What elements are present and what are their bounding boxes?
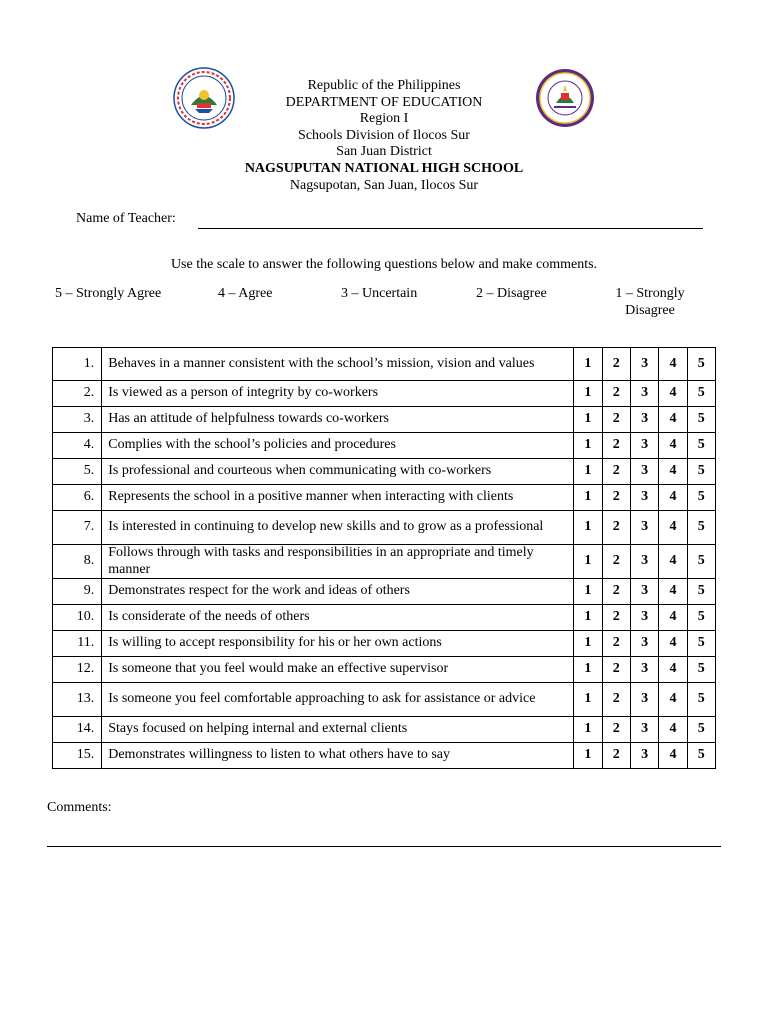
rating-option-4[interactable]: 4 [659, 605, 687, 631]
rating-option-3[interactable]: 3 [630, 459, 658, 485]
rating-option-4[interactable]: 4 [659, 433, 687, 459]
rating-option-1[interactable]: 1 [574, 407, 602, 433]
table-row [53, 511, 716, 545]
item-statement: Stays focused on helping internal and external clients [102, 717, 574, 743]
letterhead [0, 78, 768, 194]
item-number: 13. [53, 683, 102, 717]
rating-option-4[interactable]: 4 [659, 579, 687, 605]
table-row [53, 459, 716, 485]
rating-option-2[interactable]: 2 [602, 657, 630, 683]
rating-option-4[interactable]: 4 [659, 717, 687, 743]
rating-option-1[interactable]: 1 [574, 717, 602, 743]
rating-option-2[interactable]: 2 [602, 605, 630, 631]
rating-option-1[interactable]: 1 [574, 459, 602, 485]
rating-option-4[interactable]: 4 [659, 459, 687, 485]
rating-option-3[interactable]: 3 [630, 631, 658, 657]
rating-option-2[interactable]: 2 [602, 579, 630, 605]
item-number: 3. [53, 407, 102, 433]
rating-option-2[interactable]: 2 [602, 433, 630, 459]
scale-strongly-disagree: 1 – Strongly Disagree [615, 286, 685, 318]
rating-option-2[interactable]: 2 [602, 459, 630, 485]
item-number: 5. [53, 459, 102, 485]
teacher-name-field[interactable] [198, 228, 703, 229]
rating-option-5[interactable]: 5 [687, 348, 715, 381]
item-number: 12. [53, 657, 102, 683]
item-statement: Is professional and courteous when communicating with co-workers [102, 459, 574, 485]
item-statement: Has an attitude of helpfulness towards co-workers [102, 407, 574, 433]
school-address: Nagsupotan, San Juan, Ilocos Sur [289, 177, 479, 193]
item-statement: Represents the school in a positive manner when interacting with clients [102, 485, 574, 511]
rating-option-1[interactable]: 1 [574, 683, 602, 717]
rating-option-4[interactable]: 4 [659, 657, 687, 683]
rating-option-3[interactable]: 3 [630, 683, 658, 717]
rating-option-3[interactable]: 3 [630, 657, 658, 683]
rating-option-3[interactable]: 3 [630, 511, 658, 545]
rating-option-1[interactable]: 1 [574, 657, 602, 683]
table-row [53, 407, 716, 433]
item-statement: Demonstrates respect for the work and ideas of others [102, 579, 574, 605]
rating-option-1[interactable]: 1 [574, 485, 602, 511]
scale-agree: 4 – Agree [218, 286, 273, 301]
rating-option-3[interactable]: 3 [630, 407, 658, 433]
republic-line: Republic of the Philippines [307, 78, 461, 93]
rating-option-2[interactable]: 2 [602, 485, 630, 511]
teacher-name-label: Name of Teacher: [76, 211, 176, 226]
rating-option-2[interactable]: 2 [602, 717, 630, 743]
item-number: 2. [53, 381, 102, 407]
rating-option-4[interactable]: 4 [659, 407, 687, 433]
rating-option-5[interactable]: 5 [687, 605, 715, 631]
item-number: 10. [53, 605, 102, 631]
table-row [53, 348, 716, 381]
rating-option-1[interactable]: 1 [574, 511, 602, 545]
rating-option-1[interactable]: 1 [574, 579, 602, 605]
department-line: DEPARTMENT OF EDUCATION [285, 94, 483, 110]
rating-option-4[interactable]: 4 [659, 511, 687, 545]
comments-label: Comments: [47, 800, 112, 815]
item-number: 8. [53, 545, 102, 579]
rating-option-2[interactable]: 2 [602, 545, 630, 579]
item-number: 1. [53, 348, 102, 381]
rating-option-4[interactable]: 4 [659, 545, 687, 579]
rating-option-5[interactable]: 5 [687, 545, 715, 579]
rating-option-4[interactable]: 4 [659, 683, 687, 717]
rating-option-3[interactable]: 3 [630, 381, 658, 407]
scale-uncertain: 3 – Uncertain [341, 286, 418, 301]
item-statement: Complies with the school’s policies and procedures [102, 433, 574, 459]
rating-option-5[interactable]: 5 [687, 579, 715, 605]
rating-option-3[interactable]: 3 [630, 545, 658, 579]
rating-option-1[interactable]: 1 [574, 381, 602, 407]
rating-option-1[interactable]: 1 [574, 348, 602, 381]
rating-option-5[interactable]: 5 [687, 485, 715, 511]
rating-option-3[interactable]: 3 [630, 579, 658, 605]
item-number: 7. [53, 511, 102, 545]
table-row [53, 605, 716, 631]
item-statement: Is someone that you feel would make an effective supervisor [102, 657, 574, 683]
rating-option-2[interactable]: 2 [602, 348, 630, 381]
table-row [53, 545, 716, 579]
rating-option-4[interactable]: 4 [659, 743, 687, 769]
rating-option-5[interactable]: 5 [687, 717, 715, 743]
rating-option-1[interactable]: 1 [574, 605, 602, 631]
table-row [53, 657, 716, 683]
rating-option-2[interactable]: 2 [602, 407, 630, 433]
rating-option-3[interactable]: 3 [630, 348, 658, 381]
division-line: Schools Division of Ilocos Sur [298, 127, 470, 143]
table-row [53, 683, 716, 717]
table-row [53, 717, 716, 743]
item-statement: Is someone you feel comfortable approaching to ask for assistance or advice [102, 683, 574, 717]
rating-option-1[interactable]: 1 [574, 433, 602, 459]
rating-option-5[interactable]: 5 [687, 459, 715, 485]
rating-option-3[interactable]: 3 [630, 605, 658, 631]
table-row [53, 579, 716, 605]
item-statement: Is considerate of the needs of others [102, 605, 574, 631]
rating-option-2[interactable]: 2 [602, 631, 630, 657]
rating-option-3[interactable]: 3 [630, 743, 658, 769]
item-statement: Is interested in continuing to develop new skills and to grow as a professional [102, 511, 574, 545]
evaluation-table [52, 347, 716, 769]
rating-option-2[interactable]: 2 [602, 511, 630, 545]
table-row [53, 743, 716, 769]
item-number: 9. [53, 579, 102, 605]
rating-option-2[interactable]: 2 [602, 743, 630, 769]
item-statement: Is willing to accept responsibility for his or her own actions [102, 631, 574, 657]
school-name: NAGSUPUTAN NATIONAL HIGH SCHOOL [244, 160, 524, 176]
item-number: 15. [53, 743, 102, 769]
rating-option-4[interactable]: 4 [659, 631, 687, 657]
table-row [53, 485, 716, 511]
table-row [53, 433, 716, 459]
rating-option-4[interactable]: 4 [659, 348, 687, 381]
rating-option-1[interactable]: 1 [574, 743, 602, 769]
rating-option-4[interactable]: 4 [659, 485, 687, 511]
rating-option-2[interactable]: 2 [602, 683, 630, 717]
item-statement: Is viewed as a person of integrity by co-workers [102, 381, 574, 407]
rating-option-5[interactable]: 5 [687, 657, 715, 683]
rating-option-3[interactable]: 3 [630, 717, 658, 743]
rating-option-5[interactable]: 5 [687, 381, 715, 407]
rating-option-5[interactable]: 5 [687, 683, 715, 717]
item-number: 14. [53, 717, 102, 743]
region-line: Region I [359, 111, 409, 127]
rating-option-5[interactable]: 5 [687, 511, 715, 545]
rating-option-3[interactable]: 3 [630, 485, 658, 511]
rating-option-5[interactable]: 5 [687, 631, 715, 657]
rating-option-5[interactable]: 5 [687, 433, 715, 459]
scale-strongly-agree: 5 – Strongly Agree [55, 286, 162, 301]
item-number: 11. [53, 631, 102, 657]
item-number: 6. [53, 485, 102, 511]
rating-option-5[interactable]: 5 [687, 743, 715, 769]
table-row [53, 631, 716, 657]
comments-field[interactable] [47, 846, 721, 847]
item-statement: Follows through with tasks and responsibilities in an appropriate and timely manner [102, 545, 574, 579]
item-number: 4. [53, 433, 102, 459]
district-line: San Juan District [336, 144, 432, 160]
item-statement: Behaves in a manner consistent with the school’s mission, vision and values [102, 348, 574, 381]
rating-option-1[interactable]: 1 [574, 545, 602, 579]
rating-option-5[interactable]: 5 [687, 407, 715, 433]
scale-disagree: 2 – Disagree [476, 286, 547, 301]
instruction-text: Use the scale to answer the following questions below and make comments. [170, 257, 598, 272]
rating-option-3[interactable]: 3 [630, 433, 658, 459]
rating-option-4[interactable]: 4 [659, 381, 687, 407]
rating-option-1[interactable]: 1 [574, 631, 602, 657]
table-row [53, 381, 716, 407]
rating-option-2[interactable]: 2 [602, 381, 630, 407]
item-statement: Demonstrates willingness to listen to what others have to say [102, 743, 574, 769]
